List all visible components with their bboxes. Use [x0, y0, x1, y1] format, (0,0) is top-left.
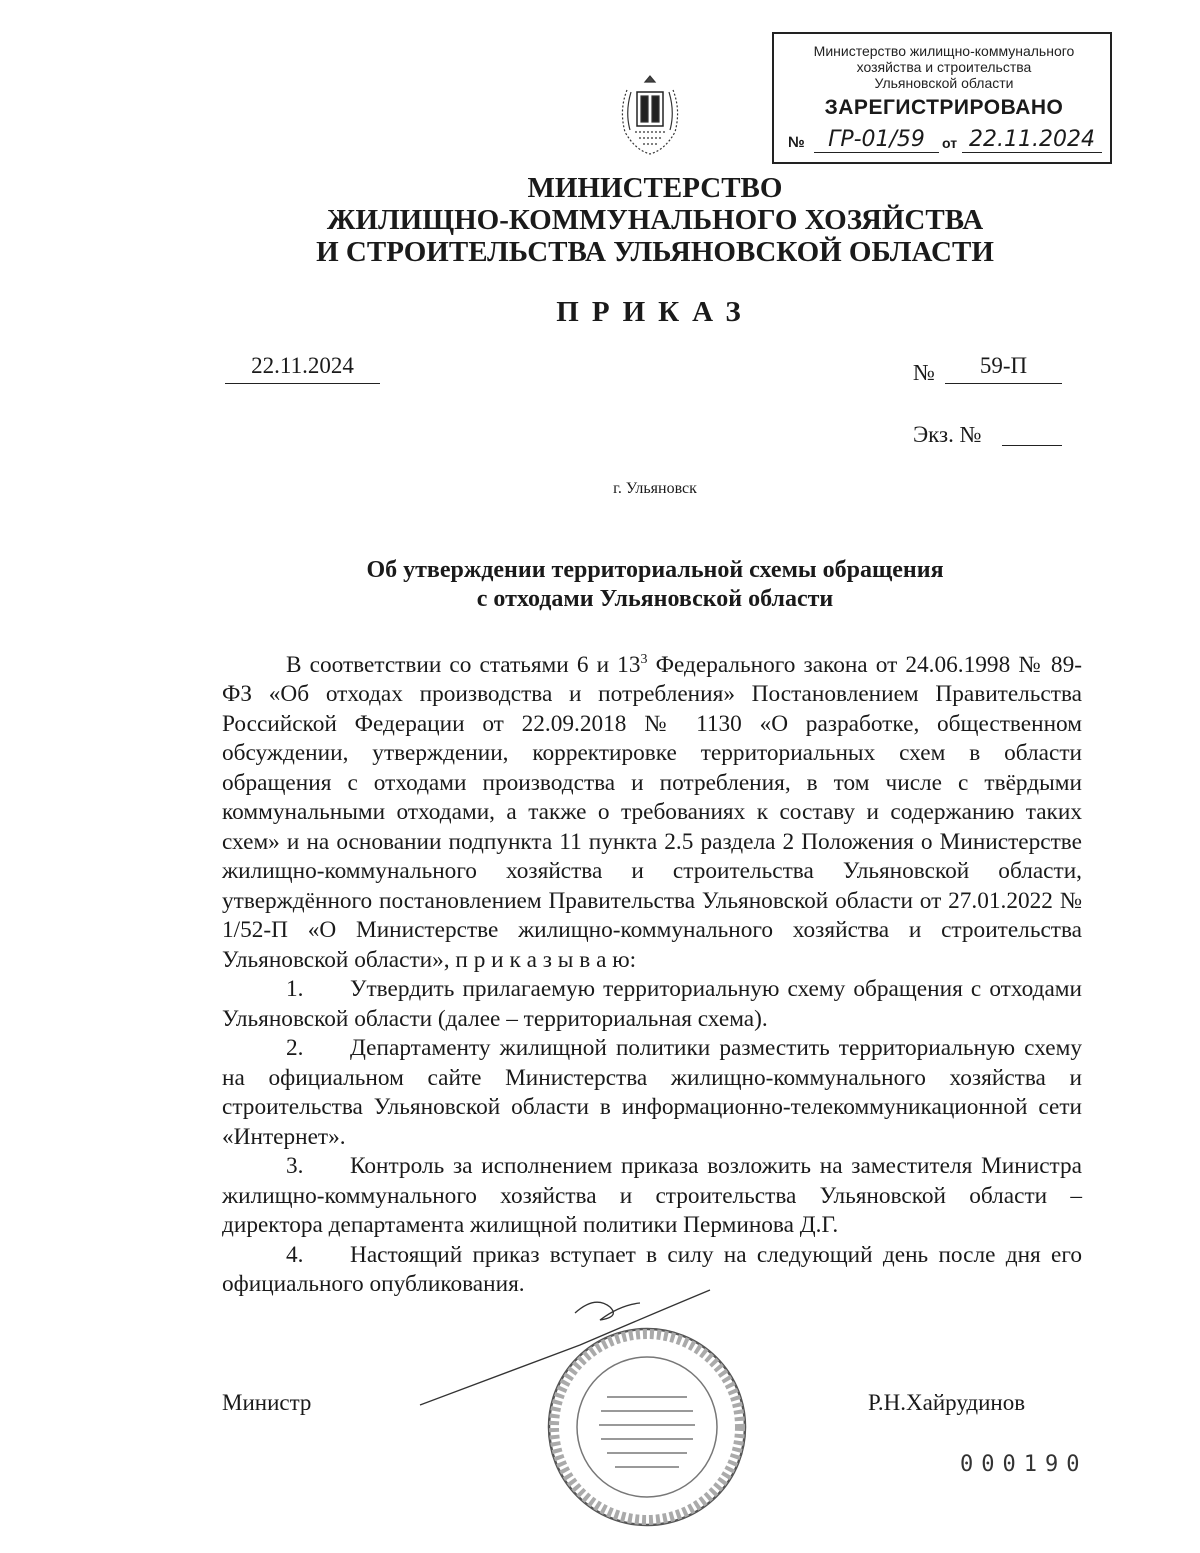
item-number: 4. [286, 1241, 304, 1268]
item-text: Департаменту жилищной политики разместить территориальную схему на официальном сайте Министерства жилищно-коммунального хозяйства и строительства Ульяновской области в информационно-телекоммуникационной сети «Интернет». [222, 1035, 1082, 1150]
item-text: Настоящий приказ вступает в силу на следующий день после дня его официального опубликования. [222, 1241, 1082, 1298]
order-item [222, 1152, 1082, 1241]
ministry-line-1: МИНИСТЕРСТВО [527, 172, 783, 204]
item-text: Утвердить прилагаемую территориальную схему обращения с отходами Ульяновской области (далее – территориальная схема). [222, 976, 1082, 1032]
stamp-line-3: Ульяновской области [874, 75, 1014, 91]
stamp-number-label: № [788, 134, 805, 151]
order-item [222, 975, 1082, 1034]
preamble-superscript: 3 [640, 652, 648, 667]
item-number: 2. [286, 1035, 304, 1062]
stamp-date-label: от [942, 135, 958, 151]
order-item [222, 1034, 1082, 1152]
preamble-orders: п р и к а з ы в а ю: [455, 946, 637, 973]
item-number: 3. [286, 1153, 304, 1180]
preamble [222, 645, 1082, 975]
stamp-line-2: хозяйства и строительства [856, 59, 1032, 75]
preamble-part-1: В соответствии со статьями 6 и 13 [286, 651, 641, 678]
document-type-text: ПРИКАЗ [556, 296, 754, 328]
ministry-line-2: ЖИЛИЩНО-КОММУНАЛЬНОГО ХОЗЯЙСТВА [326, 204, 984, 236]
preamble-part-2: Федерального закона от 24.06.1998 № 89-ФЗ «Об отходах производства и потребления» Постановлением Правительства Российской Федерации от 22.09.2018 № 1130 «О разработке, общественном обсуждении, утверждении, корректировке территориальных схем в области обращения с отходами производства и потребления, в том числе с твёрдыми коммунальными отходами, а также о требованиях к составу и содержанию таких схем» и на основании подпункта 11 пункта 2.5 раздела 2 Положения о Министерстве жилищно-коммунального хозяйства и строительства Ульяновской области, утверждённого постановлением Правительства Ульяновской области от 27.01.2022 № 1/52-П «О Министерстве жилищно-коммунального хозяйства и строительства Ульяновской области», [222, 651, 1082, 973]
stamp-status: ЗАРЕГИСТРИРОВАНО [824, 96, 1064, 119]
copy-number-label: Экз. № [913, 422, 982, 447]
serial-number: 000190 [960, 1452, 1088, 1477]
registration-stamp [772, 32, 1112, 164]
order-number: 59-П [945, 353, 1062, 384]
stamp-line-1: Министерство жилищно-коммунального [813, 43, 1075, 59]
official-seal [545, 1325, 750, 1530]
order-number-label: № [913, 360, 935, 385]
order-date: 22.11.2024 [225, 353, 380, 384]
subject-line-1: Об утверждении территориальной схемы обращения [366, 557, 944, 583]
document-type [0, 296, 1200, 329]
order-body [222, 645, 1082, 1300]
item-number: 1. [286, 976, 304, 1003]
stamp-date: 22.11.2024 [962, 127, 1102, 153]
signer-title: Министр [222, 1390, 312, 1415]
city [0, 480, 1200, 498]
signer-name: Р.Н.Хайрудинов [868, 1390, 1026, 1415]
subject-line-2: с отходами Ульяновской области [476, 586, 834, 612]
city-text: г. Ульяновск [613, 480, 697, 497]
stamp-number: ГР-01/59 [814, 127, 939, 153]
copy-number-blank [1002, 444, 1062, 446]
ministry-line-3: И СТРОИТЕЛЬСТВА УЛЬЯНОВСКОЙ ОБЛАСТИ [316, 236, 994, 268]
order-subject [0, 556, 1200, 614]
ministry-header [0, 172, 1200, 268]
item-text: Контроль за исполнением приказа возложить на заместителя Министра жилищно-коммунального хозяйства и строительства Ульяновской области – директора департамента жилищной политики Перминова Д.Г. [222, 1153, 1082, 1239]
coat-of-arms-icon [605, 70, 695, 160]
